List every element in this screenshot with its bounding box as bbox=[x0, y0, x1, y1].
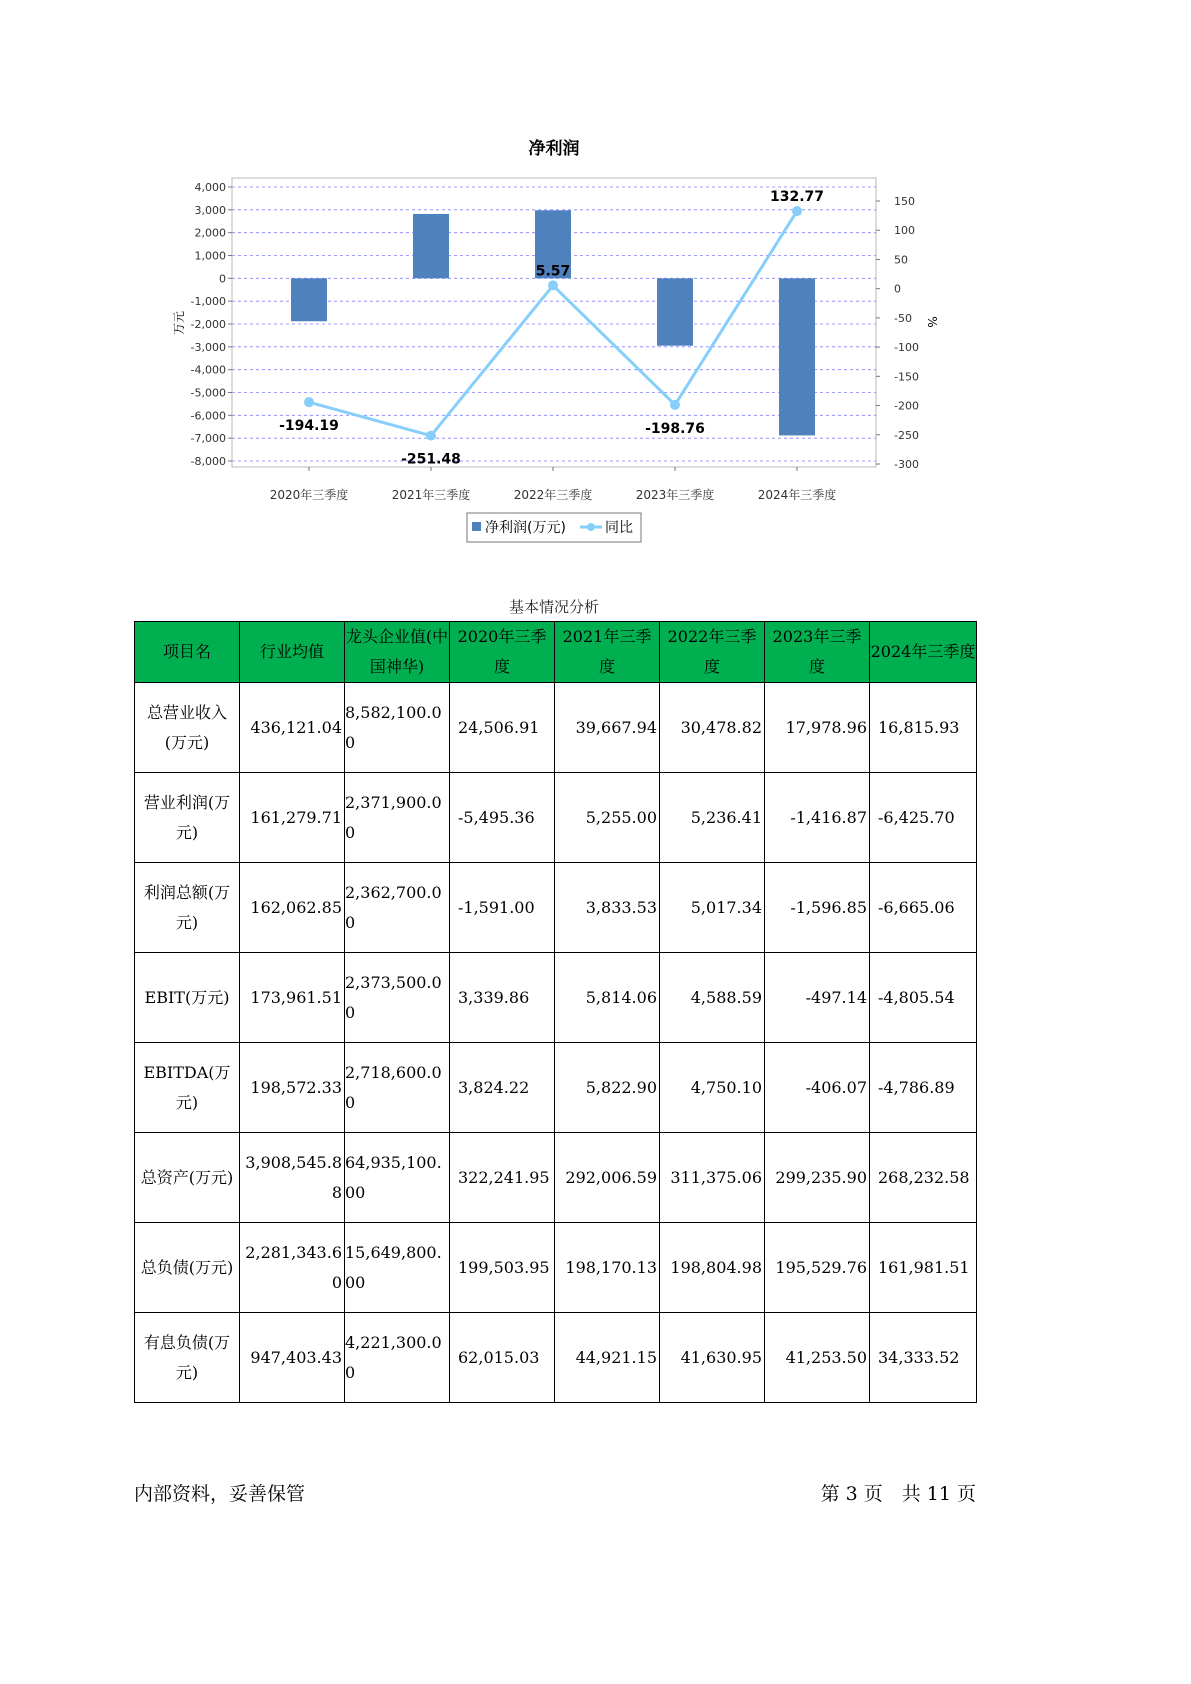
y2-tick-label: -50 bbox=[894, 311, 912, 325]
header-2020q3: 2020年三季度 bbox=[450, 622, 555, 683]
yoy-point bbox=[426, 431, 436, 441]
y-tick-label: -1,000 bbox=[190, 295, 226, 309]
table-cell: -1,591.00 bbox=[450, 863, 555, 953]
table-cell: 3,908,545.88 bbox=[240, 1133, 345, 1223]
yoy-point bbox=[304, 397, 314, 407]
row-label: 有息负债(万元) bbox=[135, 1313, 240, 1403]
table-cell: -6,425.70 bbox=[870, 773, 977, 863]
table-cell: 947,403.43 bbox=[240, 1313, 345, 1403]
table-cell: -406.07 bbox=[765, 1043, 870, 1133]
table-cell: 173,961.51 bbox=[240, 953, 345, 1043]
table-cell: 2,373,500.00 bbox=[345, 953, 450, 1043]
table-cell: 2,718,600.00 bbox=[345, 1043, 450, 1133]
table-row bbox=[135, 1133, 977, 1223]
table-cell: -6,665.06 bbox=[870, 863, 977, 953]
table-cell: 195,529.76 bbox=[765, 1223, 870, 1313]
header-2021q3: 2021年三季度 bbox=[555, 622, 660, 683]
header-leader-value: 龙头企业值(中国神华) bbox=[345, 622, 450, 683]
y-tick-label: -3,000 bbox=[190, 340, 226, 354]
y-tick-label: -8,000 bbox=[190, 455, 226, 468]
table-cell: 17,978.96 bbox=[765, 683, 870, 773]
table-cell: -1,416.87 bbox=[765, 773, 870, 863]
bar-net-profit bbox=[657, 278, 693, 345]
y2-axis-label: % bbox=[925, 316, 939, 328]
yoy-data-label: 5.57 bbox=[535, 263, 571, 280]
table-cell: -4,805.54 bbox=[870, 953, 977, 1043]
table-cell: 292,006.59 bbox=[555, 1133, 660, 1223]
header-item-name: 项目名 bbox=[135, 622, 240, 683]
table-row bbox=[135, 773, 977, 863]
table-cell: 4,588.59 bbox=[660, 953, 765, 1043]
y-tick-label: 1,000 bbox=[194, 249, 226, 263]
yoy-point bbox=[792, 206, 802, 216]
row-label: EBIT(万元) bbox=[135, 953, 240, 1043]
table-cell: 322,241.95 bbox=[450, 1133, 555, 1223]
legend-bar-label: 净利润(万元) bbox=[485, 520, 566, 536]
table-cell: 161,279.71 bbox=[240, 773, 345, 863]
row-label: 总营业收入(万元) bbox=[135, 683, 240, 773]
y2-tick-label: 100 bbox=[894, 224, 915, 238]
table-cell: 5,017.34 bbox=[660, 863, 765, 953]
table-header-row bbox=[135, 622, 977, 683]
y2-tick-label: -100 bbox=[894, 341, 919, 355]
legend-line-marker bbox=[587, 523, 595, 531]
y2-tick-label: -250 bbox=[894, 428, 919, 442]
row-label: 总负债(万元) bbox=[135, 1223, 240, 1313]
table-cell: 5,255.00 bbox=[555, 773, 660, 863]
table-cell: 5,236.41 bbox=[660, 773, 765, 863]
table-cell: 3,339.86 bbox=[450, 953, 555, 1043]
table-cell: 62,015.03 bbox=[450, 1313, 555, 1403]
table-cell: 16,815.93 bbox=[870, 683, 977, 773]
row-label: 利润总额(万元) bbox=[135, 863, 240, 953]
header-2022q3: 2022年三季度 bbox=[660, 622, 765, 683]
y2-tick-label: -200 bbox=[894, 399, 919, 413]
table-cell: 4,750.10 bbox=[660, 1043, 765, 1133]
table-cell: 299,235.90 bbox=[765, 1133, 870, 1223]
yoy-data-label: -194.19 bbox=[279, 418, 339, 435]
table-cell: 199,503.95 bbox=[450, 1223, 555, 1313]
table-cell: 24,506.91 bbox=[450, 683, 555, 773]
table-row bbox=[135, 1313, 977, 1403]
x-tick-label: 2022年三季度 bbox=[513, 488, 593, 502]
table-cell: 5,814.06 bbox=[555, 953, 660, 1043]
y-tick-label: -2,000 bbox=[190, 318, 226, 331]
table-row bbox=[135, 683, 977, 773]
table-cell: 161,981.51 bbox=[870, 1223, 977, 1313]
bar-net-profit bbox=[779, 278, 815, 435]
yoy-data-label: 132.77 bbox=[769, 189, 825, 206]
table-cell: -497.14 bbox=[765, 953, 870, 1043]
table-cell: 198,804.98 bbox=[660, 1223, 765, 1313]
table-row bbox=[135, 953, 977, 1043]
x-tick-label: 2020年三季度 bbox=[269, 488, 349, 502]
table-cell: 2,362,700.00 bbox=[345, 863, 450, 953]
table-cell: 44,921.15 bbox=[555, 1313, 660, 1403]
table-cell: -4,786.89 bbox=[870, 1043, 977, 1133]
row-label: 总资产(万元) bbox=[135, 1133, 240, 1223]
footer-page-number: 第 3 页 共 11 页 bbox=[820, 1483, 976, 1505]
y2-tick-label: -150 bbox=[894, 370, 919, 384]
y2-tick-label: -300 bbox=[894, 458, 919, 471]
x-tick-label: 2021年三季度 bbox=[391, 488, 471, 502]
table-cell: 30,478.82 bbox=[660, 683, 765, 773]
table-cell: 3,833.53 bbox=[555, 863, 660, 953]
table-cell: -5,495.36 bbox=[450, 773, 555, 863]
chart-title: 净利润 bbox=[528, 139, 580, 159]
x-tick-label: 2024年三季度 bbox=[757, 488, 837, 502]
table-cell: 5,822.90 bbox=[555, 1043, 660, 1133]
y-axis-label: 万元 bbox=[172, 310, 186, 336]
bar-net-profit bbox=[413, 214, 449, 278]
table-cell: 2,281,343.60 bbox=[240, 1223, 345, 1313]
header-industry-avg: 行业均值 bbox=[240, 622, 345, 683]
net-profit-chart bbox=[0, 0, 1108, 560]
table-row bbox=[135, 1043, 977, 1133]
table-cell: -1,596.85 bbox=[765, 863, 870, 953]
table-row bbox=[135, 863, 977, 953]
y-tick-label: -4,000 bbox=[190, 363, 226, 377]
table-cell: 39,667.94 bbox=[555, 683, 660, 773]
yoy-point bbox=[670, 400, 680, 410]
y-tick-label: 2,000 bbox=[194, 226, 226, 240]
table-cell: 41,630.95 bbox=[660, 1313, 765, 1403]
y-tick-label: 4,000 bbox=[194, 181, 226, 194]
table-cell: 15,649,800.00 bbox=[345, 1223, 450, 1313]
bar-net-profit bbox=[291, 278, 327, 321]
table-cell: 41,253.50 bbox=[765, 1313, 870, 1403]
table-cell: 198,572.33 bbox=[240, 1043, 345, 1133]
y2-tick-label: 0 bbox=[894, 282, 901, 296]
y2-tick-label: 150 bbox=[894, 195, 915, 208]
y-tick-label: 3,000 bbox=[194, 203, 226, 217]
table-caption: 基本情况分析 bbox=[508, 598, 599, 616]
y-tick-label: -5,000 bbox=[190, 386, 226, 400]
table-cell: 198,170.13 bbox=[555, 1223, 660, 1313]
table-cell: 2,371,900.00 bbox=[345, 773, 450, 863]
table-cell: 436,121.04 bbox=[240, 683, 345, 773]
y-tick-label: -7,000 bbox=[190, 432, 226, 446]
y2-tick-label: 50 bbox=[894, 253, 908, 267]
x-tick-label: 2023年三季度 bbox=[635, 488, 715, 502]
table-cell: 4,221,300.00 bbox=[345, 1313, 450, 1403]
table-row bbox=[135, 1223, 977, 1313]
table-cell: 8,582,100.00 bbox=[345, 683, 450, 773]
y-tick-label: -6,000 bbox=[190, 409, 226, 423]
legend-bar-swatch bbox=[472, 522, 481, 531]
row-label: 营业利润(万元) bbox=[135, 773, 240, 863]
header-2024q3: 2024年三季度 bbox=[870, 622, 977, 683]
yoy-data-label: -198.76 bbox=[645, 420, 705, 437]
yoy-data-label: -251.48 bbox=[401, 451, 461, 468]
table-cell: 162,062.85 bbox=[240, 863, 345, 953]
table-cell: 268,232.58 bbox=[870, 1133, 977, 1223]
y-tick-label: 0 bbox=[219, 272, 226, 286]
legend-line-label: 同比 bbox=[605, 520, 633, 536]
table-cell: 3,824.22 bbox=[450, 1043, 555, 1133]
footer-confidential-note: 内部资料，妥善保管 bbox=[134, 1483, 306, 1505]
table-cell: 311,375.06 bbox=[660, 1133, 765, 1223]
header-2023q3: 2023年三季度 bbox=[765, 622, 870, 683]
basic-analysis-table bbox=[134, 621, 977, 1403]
row-label: EBITDA(万元) bbox=[135, 1043, 240, 1133]
table-cell: 34,333.52 bbox=[870, 1313, 977, 1403]
yoy-point bbox=[548, 280, 558, 290]
table-cell: 64,935,100.00 bbox=[345, 1133, 450, 1223]
